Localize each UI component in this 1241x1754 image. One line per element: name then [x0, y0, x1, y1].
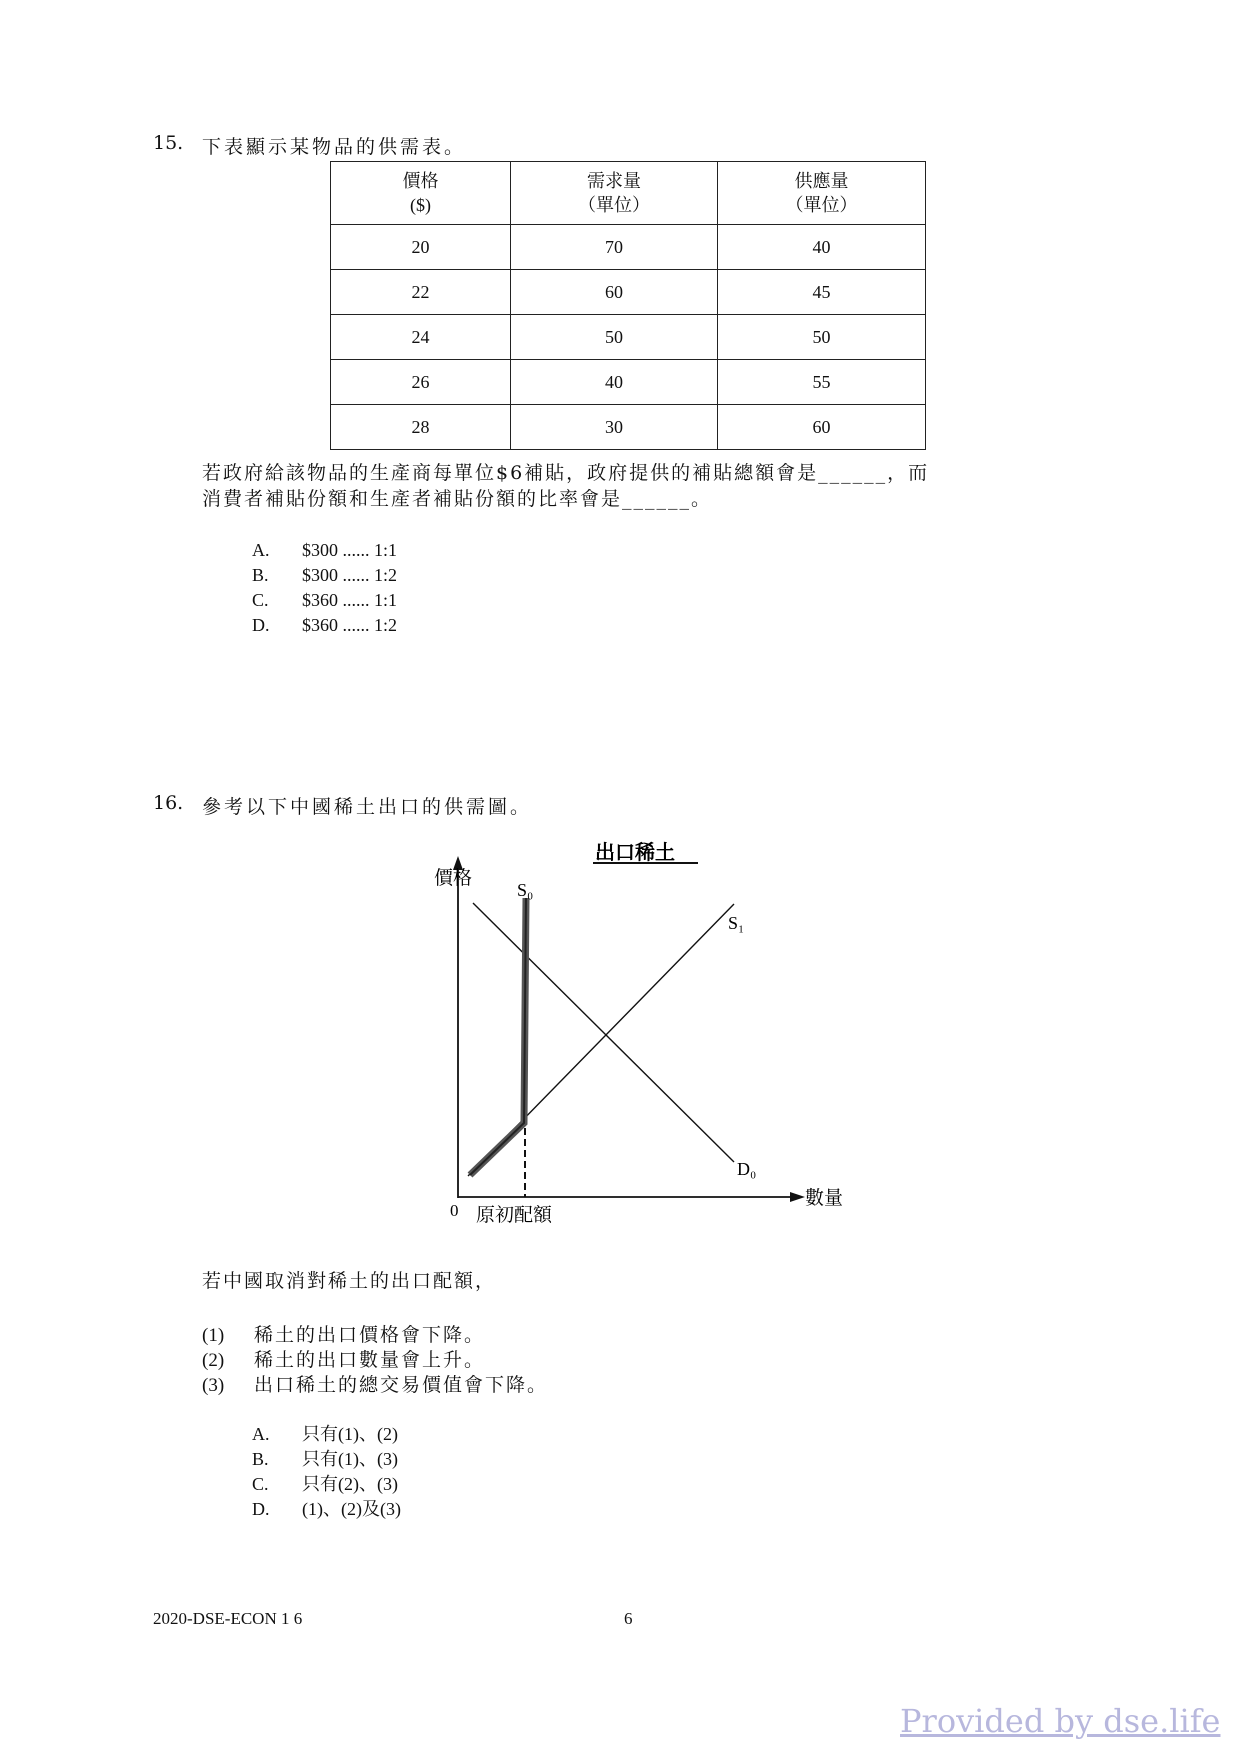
origin-label: 0 [450, 1201, 459, 1220]
quantity-demanded-header-label: 需求量 [587, 171, 641, 191]
price-header-label: 價格 [402, 171, 439, 191]
diagram-title: 出口稀土 [595, 840, 675, 864]
question-15-text-line-2: 消費者補貼份額和生產者補貼份額的比率會是______。 [202, 488, 713, 510]
question-15-number: 15. [153, 132, 184, 154]
price-cell: 26 [331, 360, 511, 405]
price-cell: 22 [331, 270, 511, 315]
option-text: 只有(1)、(3) [302, 1449, 398, 1469]
q16-option-d[interactable] [252, 1495, 401, 1521]
s1-label: S₁ [728, 913, 745, 933]
quantity-demanded-cell: 30 [511, 405, 718, 450]
quantity-supplied-header-label: 供應量 [794, 171, 849, 191]
question-15-stem: 下表顯示某物品的供需表。 [202, 136, 467, 158]
option-text: 只有(2)、(3) [302, 1474, 398, 1494]
page-number: 6 [624, 1609, 633, 1628]
x-axis-arrow-icon [790, 1192, 805, 1202]
quantity-demanded-cell: 60 [511, 270, 718, 315]
x-axis-label: 數量 [805, 1187, 844, 1209]
watermark: Provided by dse.life [900, 1702, 1221, 1740]
quantity-supplied-cell: 60 [718, 405, 926, 450]
d0-label: D₀ [737, 1159, 757, 1179]
exam-code: 2020-DSE-ECON 1 6 [153, 1609, 303, 1628]
q16-option-c[interactable] [252, 1470, 398, 1496]
statement-label: (2) [202, 1350, 225, 1371]
quantity-supplied-cell: 45 [718, 270, 926, 315]
option-label: D. [252, 1499, 270, 1519]
quantity-demanded-cell: 40 [511, 360, 718, 405]
option-text: $300 ...... 1:2 [302, 565, 398, 585]
quantity-supplied-cell: 40 [718, 225, 926, 270]
quota-label: 原初配額 [476, 1204, 553, 1226]
question-16-stem: 參考以下中國稀土出口的供需圖。 [202, 796, 533, 818]
statement-label: (1) [202, 1325, 225, 1346]
option-label: C. [252, 590, 269, 610]
option-label: A. [252, 1424, 270, 1444]
statement-label: (3) [202, 1375, 225, 1396]
statement-text: 出口稀土的總交易價值會下降。 [254, 1374, 549, 1396]
price-cell: 28 [331, 405, 511, 450]
option-label: B. [252, 1449, 269, 1469]
price-cell: 20 [331, 225, 511, 270]
statement-text: 稀土的出口價格會下降。 [254, 1324, 486, 1346]
q16-option-a[interactable] [252, 1420, 398, 1446]
s0-quota-supply-curve [470, 898, 526, 1175]
option-text: $360 ...... 1:2 [302, 615, 398, 635]
quantity-demanded-cell: 50 [511, 315, 718, 360]
statement-3 [202, 1370, 548, 1397]
option-text: $360 ...... 1:1 [302, 590, 398, 610]
q16-option-b[interactable] [252, 1445, 398, 1471]
quantity-demanded-header-unit: （單位） [578, 195, 650, 215]
option-text: (1)、(2)及(3) [302, 1499, 401, 1519]
quantity-supplied-cell: 55 [718, 360, 926, 405]
question-15-text-line-1: 若政府給該物品的生產商每單位$6補貼，政府提供的補貼總額會是______，而 [202, 462, 930, 484]
question-16-text: 若中國取消對稀土的出口配額， [202, 1270, 497, 1292]
option-text: 只有(1)、(2) [302, 1424, 398, 1444]
statement-text: 稀土的出口數量會上升。 [254, 1349, 486, 1371]
quantity-supplied-header-unit: （單位） [785, 195, 858, 215]
question-16-number: 16. [153, 792, 184, 814]
d0-demand-curve [473, 903, 734, 1162]
option-label: A. [252, 540, 270, 560]
s0-label: S₀ [517, 880, 534, 900]
y-axis-label: 價格 [434, 867, 473, 889]
option-label: D. [252, 615, 270, 635]
quantity-supplied-cell: 50 [718, 315, 926, 360]
option-label: C. [252, 1474, 269, 1494]
price-header-unit: ($) [410, 195, 431, 215]
option-label: B. [252, 565, 269, 585]
option-text: $300 ...... 1:1 [302, 540, 398, 560]
statement-2 [202, 1345, 485, 1372]
statement-1 [202, 1320, 485, 1347]
quantity-demanded-cell: 70 [511, 225, 718, 270]
price-cell: 24 [331, 315, 511, 360]
